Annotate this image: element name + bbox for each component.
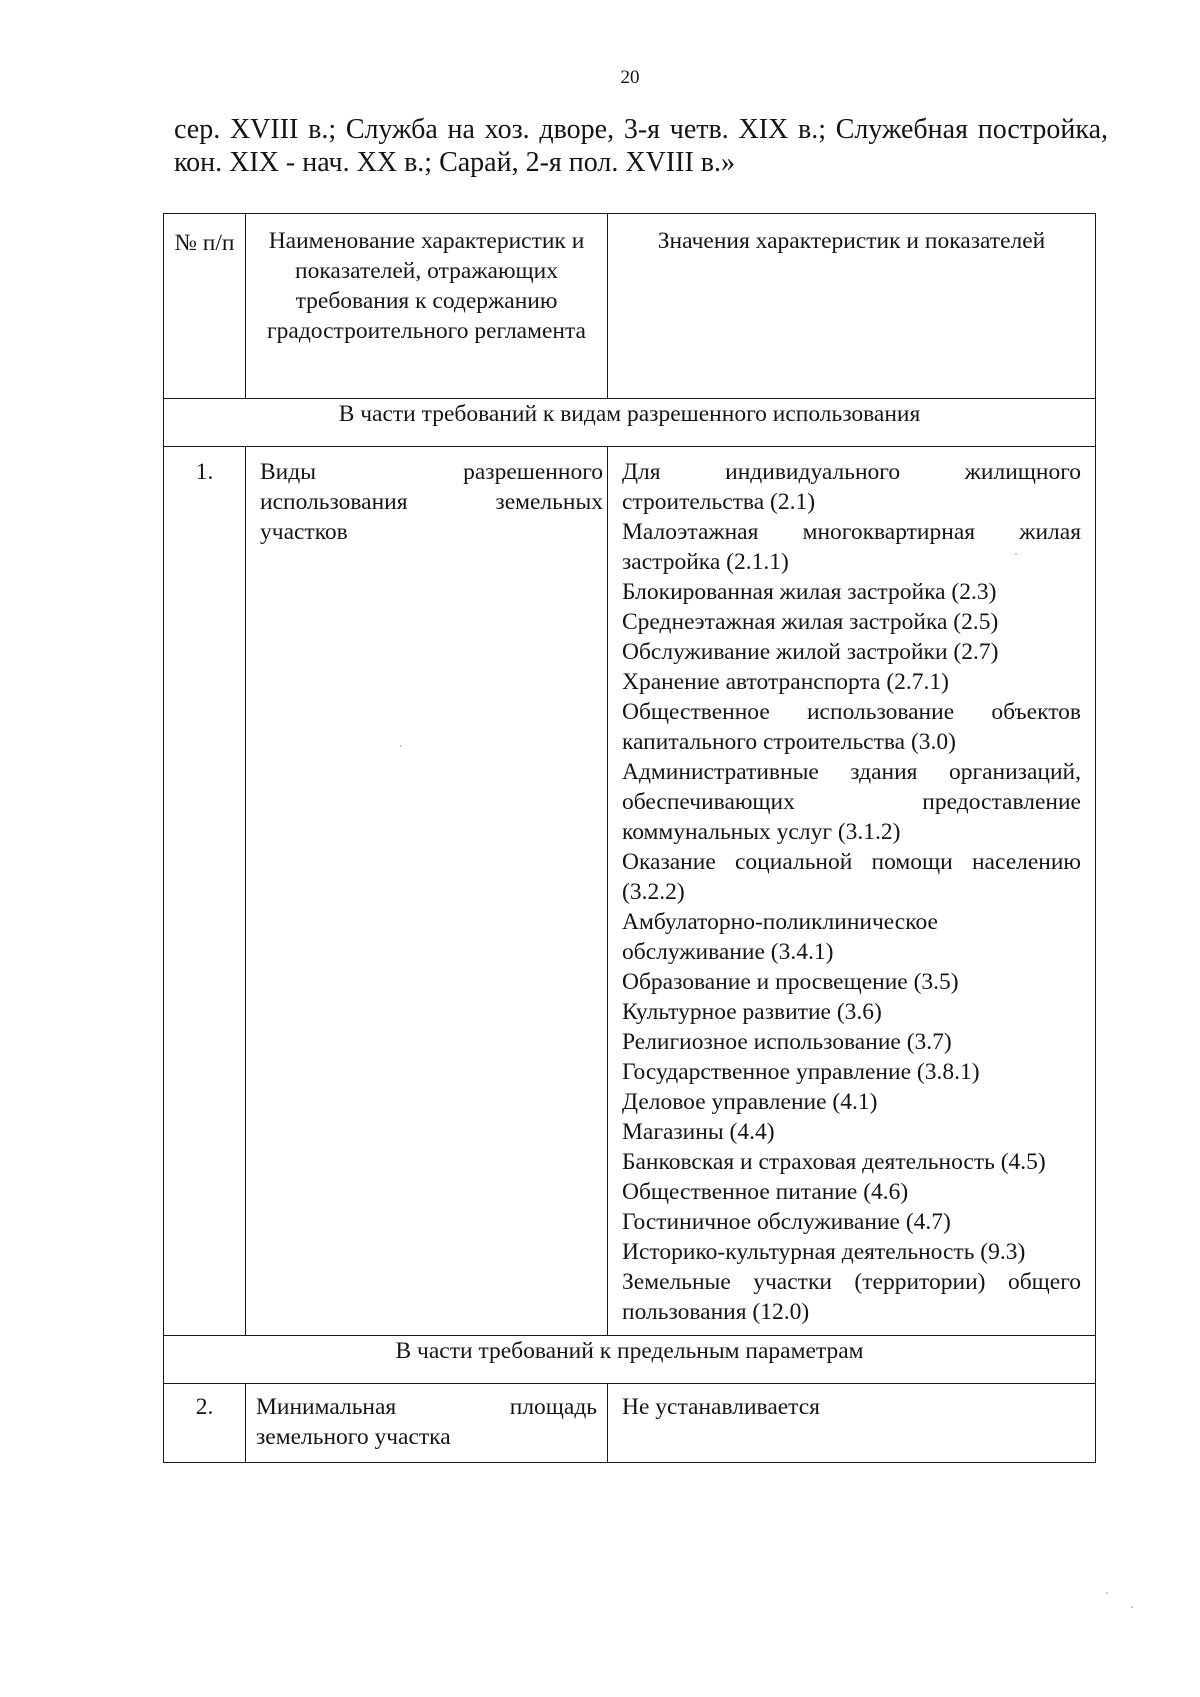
- list-item: Государственное управление (3.8.1): [622, 1059, 980, 1085]
- header-num: № п/п: [164, 214, 246, 399]
- row2-name: Минимальная площадь земельного участка: [246, 1384, 608, 1463]
- page-number: 20: [620, 67, 640, 88]
- list-item: Амбулаторно-поликлиническое обслуживание (3.4.1): [622, 909, 938, 965]
- list-item: Для индивидуального жилищного строительства (2.1): [622, 459, 1081, 515]
- header-name: Наименование характеристик и показателей, отражающих требования к содержанию градостроительного регламента: [246, 214, 608, 399]
- row2-value: Не устанавливается: [608, 1384, 1096, 1463]
- list-item: Земельные участки (территории) общего пользования (12.0): [622, 1269, 1081, 1325]
- section-title-uses: В части требований к видам разрешенного использования: [164, 399, 1096, 447]
- section-title-params: В части требований к предельным параметрам: [164, 1336, 1096, 1384]
- list-item: Гостиничное обслуживание (4.7): [622, 1209, 951, 1235]
- regulation-table: [163, 213, 1096, 1463]
- row2-num: 2.: [164, 1384, 246, 1463]
- row1-value: [608, 447, 1096, 1336]
- list-item: Среднеэтажная жилая застройка (2.5): [622, 609, 999, 635]
- table-row: [164, 1384, 1096, 1463]
- list-item: Хранение автотранспорта (2.7.1): [622, 669, 949, 695]
- row1-num: 1.: [164, 447, 246, 1336]
- list-item: Общественное использование объектов капитального строительства (3.0): [622, 699, 1081, 755]
- list-item: Магазины (4.4): [622, 1119, 775, 1145]
- permitted-uses-list: [622, 457, 1081, 1327]
- table-row: [164, 447, 1096, 1336]
- list-item: Деловое управление (4.1): [622, 1089, 878, 1115]
- table-header-row: [164, 214, 1096, 399]
- list-item: Историко-культурная деятельность (9.3): [622, 1239, 1026, 1265]
- row1-name: Виды разрешенного использования земельных участков: [246, 447, 608, 1336]
- list-item: Культурное развитие (3.6): [622, 999, 882, 1025]
- list-item: Образование и просвещение (3.5): [622, 969, 959, 995]
- section-row-params: [164, 1336, 1096, 1384]
- list-item: Банковская и страховая деятельность (4.5): [622, 1149, 1046, 1175]
- header-value: Значения характеристик и показателей: [608, 214, 1096, 399]
- list-item: Религиозное использование (3.7): [622, 1029, 952, 1055]
- list-item: Административные здания организаций, обеспечивающих предоставление коммунальных услуг (3.1.2): [622, 759, 1081, 845]
- intro-paragraph: сер. XVIII в.; Служба на хоз. дворе, 3-я четв. XIX в.; Служебная постройка, кон. XIX - нач. XX в.; Сарай, 2-я пол. XVIII в.»: [174, 114, 1108, 178]
- list-item: Малоэтажная многоквартирная жилая застройка (2.1.1): [622, 519, 1081, 575]
- section-row-uses: [164, 399, 1096, 447]
- list-item: Обслуживание жилой застройки (2.7): [622, 639, 999, 665]
- list-item: Оказание социальной помощи населению (3.2.2): [622, 849, 1081, 905]
- list-item: Блокированная жилая застройка (2.3): [622, 579, 997, 605]
- list-item: Общественное питание (4.6): [622, 1179, 909, 1205]
